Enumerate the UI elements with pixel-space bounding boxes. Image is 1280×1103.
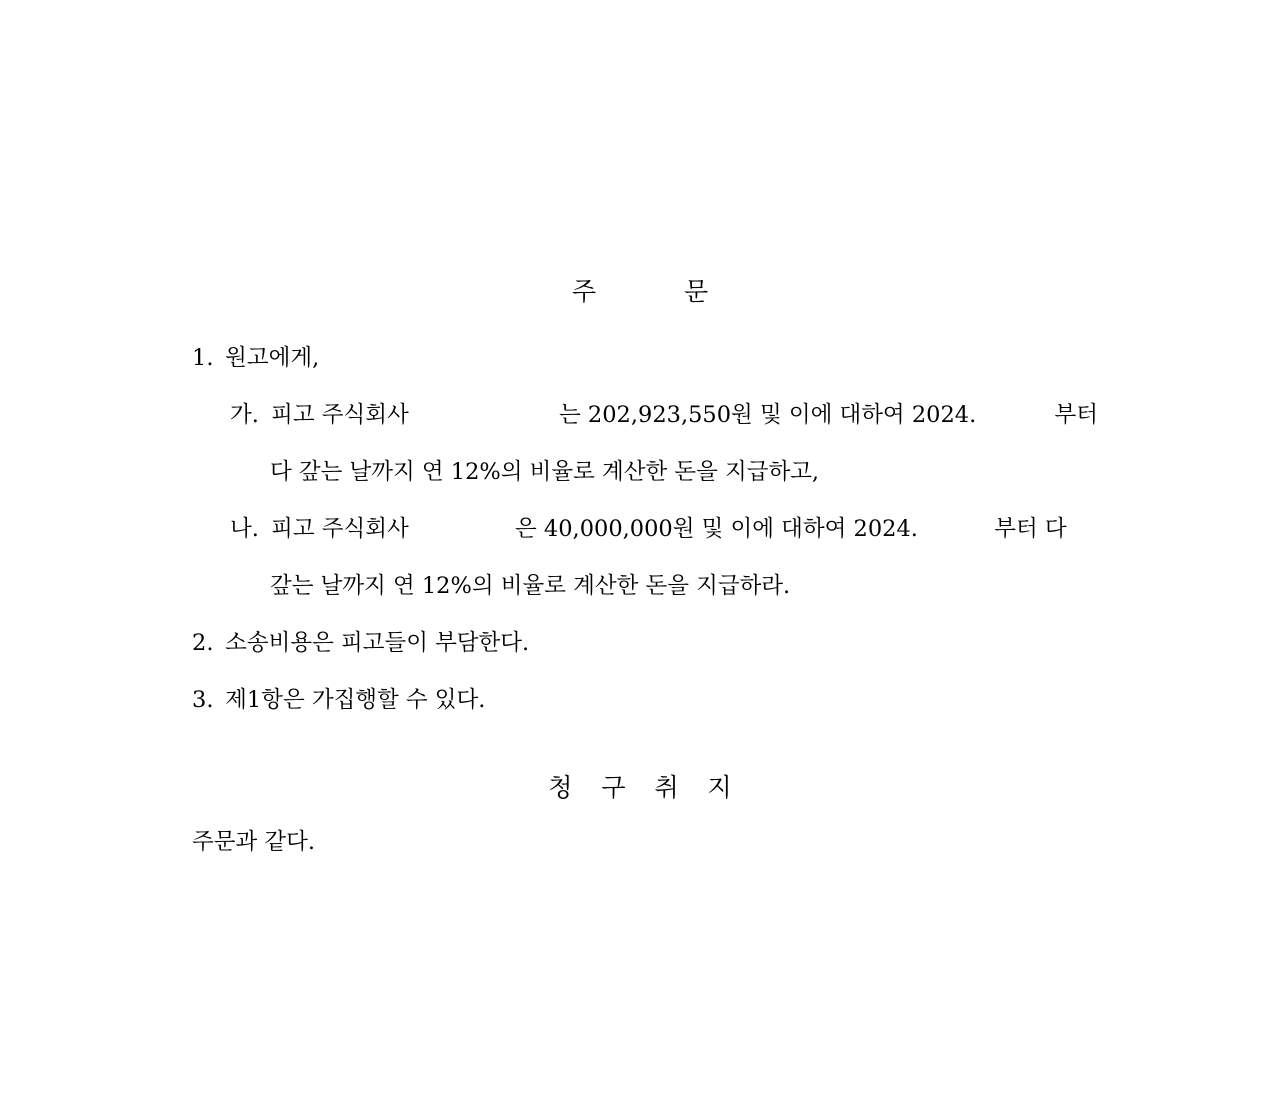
order-item-na-number: 나. <box>230 516 259 542</box>
order-item-3-number: 3. <box>192 687 214 713</box>
order-item-na-continuation-text: 갚는 날까지 연 12%의 비율로 계산한 돈을 지급하라. <box>270 573 791 599</box>
order-item-3-text: 제1항은 가집행할 수 있다. <box>225 687 486 713</box>
order-item-1-number: 1. <box>192 345 214 371</box>
heading-order <box>0 272 1280 308</box>
order-item-na-continuation <box>192 558 1180 615</box>
order-item-na <box>192 501 1180 558</box>
heading-claim <box>0 768 1280 804</box>
order-item-1 <box>192 330 1180 387</box>
heading-claim-text: 청 구 취 지 <box>548 773 743 802</box>
order-item-2 <box>192 615 1180 672</box>
order-item-ga-after-date: 부터 <box>1054 402 1099 428</box>
heading-order-text: 주 문 <box>571 277 749 306</box>
order-item-ga <box>192 387 1180 444</box>
order-item-ga-number: 가. <box>230 402 259 428</box>
order-item-3 <box>192 672 1180 729</box>
order-body <box>192 330 1180 729</box>
claim-body-text: 주문과 같다. <box>192 829 315 855</box>
order-item-2-text: 소송비용은 피고들이 부담한다. <box>225 630 530 656</box>
claim-body <box>192 826 315 858</box>
order-item-ga-continuation <box>192 444 1180 501</box>
order-item-na-before-blank: 피고 주식회사 <box>271 516 409 542</box>
order-item-ga-continuation-text: 다 갚는 날까지 연 12%의 비율로 계산한 돈을 지급하고, <box>270 459 820 485</box>
order-item-2-number: 2. <box>192 630 214 656</box>
order-item-ga-before-blank: 피고 주식회사 <box>271 402 409 428</box>
order-item-na-after-date: 부터 다 <box>994 516 1067 542</box>
order-item-1-text: 원고에게, <box>225 345 320 371</box>
order-item-na-after-blank: 은 40,000,000원 및 이에 대하여 2024. <box>515 516 918 542</box>
order-item-ga-after-blank: 는 202,923,550원 및 이에 대하여 2024. <box>559 402 977 428</box>
